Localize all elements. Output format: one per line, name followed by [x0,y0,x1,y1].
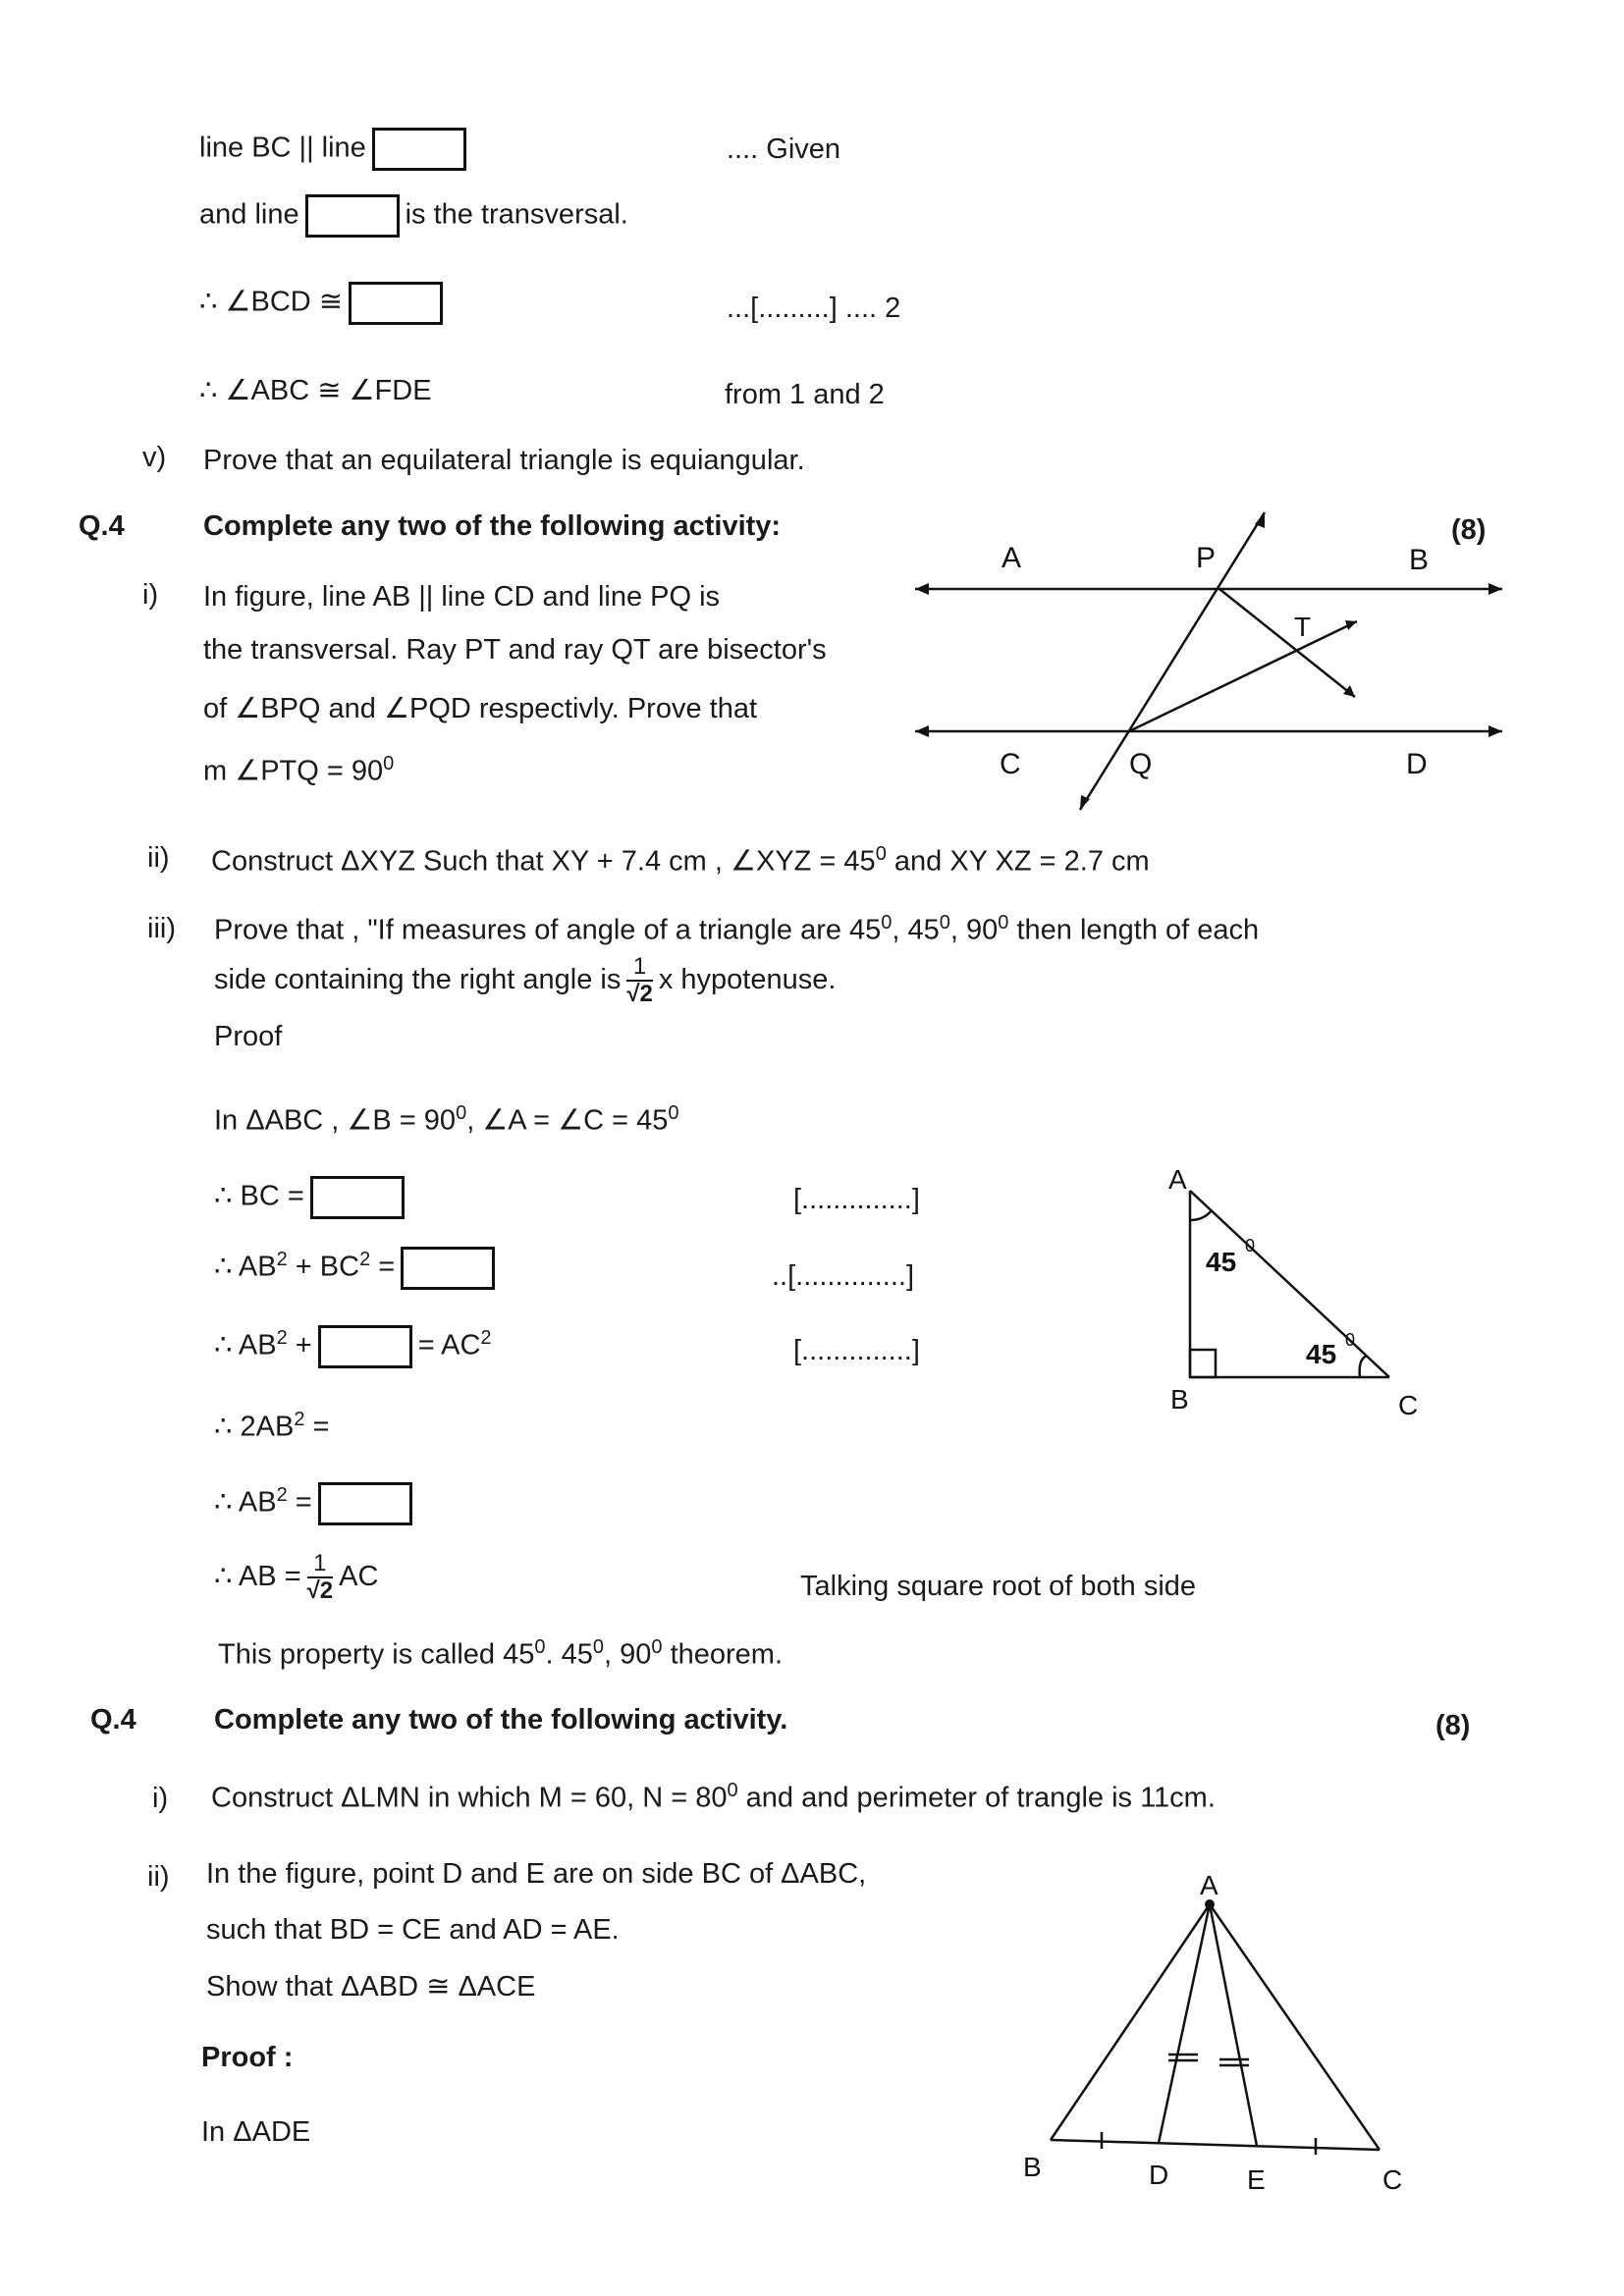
marks: (8) [1435,1710,1471,1741]
step-abc-fde: ∴ ∠ABC ≅ ∠FDE [199,375,432,406]
angle-label-c: 45 [1306,1339,1337,1369]
fig-label-p: P [1196,542,1217,574]
reason-blank: ...[.........] .... 2 [727,293,901,324]
side-ab [1051,1904,1210,2140]
proof-step: ∴ AB = $\frac{1}{√2}$ AC [214,1550,379,1605]
right-triangle-figure [1159,1163,1434,1428]
subquestion-number: iii) [147,913,176,944]
parallel-lines-figure [903,501,1512,825]
fig-label-t: T [1294,612,1312,642]
arrow-head [915,725,929,737]
side-bc [1051,2140,1380,2150]
reason-from-1-2: from 1 and 2 [725,379,885,410]
tri-label-c: C [1398,1390,1419,1420]
label-d: D [1149,2160,1169,2190]
reason-blank: [..............] [793,1184,920,1215]
fig-label-c: C [1000,748,1021,780]
fig-label-d: D [1406,748,1428,780]
answer-box[interactable] [349,282,443,325]
segment-ae [1210,1904,1257,2146]
label-b: B [1023,2152,1042,2182]
angle-arc-c [1360,1356,1367,1377]
subquestion-number: ii) [147,1861,170,1893]
question-number: v) [142,442,167,473]
question-line: such that BD = CE and AD = AE. [206,1914,620,1946]
question-line: side containing the right angle is $\frac{1}{√2}$ x hypotenuse. [214,953,837,1008]
reason-text: Talking square root of both side [800,1571,1197,1602]
side-ac [1210,1904,1380,2150]
proof-label: Proof [214,1021,283,1052]
arrow-head [1343,685,1355,697]
proof-step: ∴ $AB^2$ = [214,1482,418,1525]
arrow-head [1345,620,1357,630]
side-ac [1190,1191,1389,1377]
theorem-statement: This property is called $45^0$. $45^0$, $90^0$ theorem. [218,1636,784,1671]
angle-label-a: 45 [1206,1247,1237,1277]
fig-label-q: Q [1129,748,1153,780]
question-line: In the figure, point D and E are on side BC of ΔABC, [206,1858,867,1890]
question-text: Prove that an equilateral triangle is equiangular. [203,445,805,476]
fig-label-b: B [1409,544,1430,576]
question-heading: Complete any two of the following activity. [214,1704,788,1735]
proof-step: ∴ $2AB^2$ = [214,1409,330,1443]
proof-step: In ΔADE [201,2116,311,2148]
question-heading: Complete any two of the following activity: [203,510,782,542]
reason-given: .... Given [727,133,841,165]
angle-arc-a [1190,1210,1212,1220]
right-angle-mark [1190,1350,1216,1377]
answer-box[interactable] [372,128,466,171]
transversal-pq [1080,512,1265,810]
subquestion-number: i) [142,579,159,611]
degree-sup: 0 [1345,1330,1356,1350]
answer-box[interactable] [401,1247,495,1290]
subquestion-number: ii) [147,842,170,874]
step-bcd: ∴ ∠BCD ≅ [199,282,449,325]
proof-step: ∴ $AB^2$ + = $AC^2$ [214,1325,492,1368]
step-text: line BC || line [199,132,366,164]
subquestion-number: i) [152,1783,169,1814]
step-transversal: and line is the transversal. [199,194,628,238]
ray-pt [1219,589,1355,697]
fig-label-a: A [1001,542,1022,574]
proof-step: In ΔABC , ∠B = $90^0$, ∠A = ∠C = $45^0$ [214,1102,679,1137]
triangle-ade-figure [1011,1870,1424,2204]
question-line: of ∠BPQ and ∠PQD respectivly. Prove that [203,693,758,724]
question-line: Prove that , "If measures of angle of a triangle are $45^0$, $45^0$, $90^0$ then length of each [214,912,1260,946]
question-line: m ∠PTQ = $90^0$ [203,753,395,787]
question-number: Q.4 [90,1704,136,1735]
arrow-head [915,583,929,595]
label-e: E [1247,2164,1266,2195]
question-number: Q.4 [79,510,125,542]
answer-box[interactable] [318,1482,412,1525]
proof-label: Proof : [201,2042,294,2073]
tri-label-a: A [1168,1164,1187,1195]
question-line: Construct ΔXYZ Such that XY + 7.4 cm , ∠XYZ = $45^0$ and XY XZ = 2.7 cm [211,843,1150,878]
reason-blank: ..[..............] [772,1260,915,1292]
degree-sup: 0 [1245,1236,1256,1255]
answer-box[interactable] [305,194,400,238]
label-c: C [1382,2164,1403,2195]
point-a [1205,1899,1215,1909]
question-line: the transversal. Ray PT and ray QT are bisector's [203,634,827,666]
answer-box[interactable] [310,1176,405,1219]
proof-step: ∴ $AB^2 + BC^2$ = [214,1247,501,1290]
arrow-head [1489,583,1502,595]
question-line: Construct ΔLMN in which M = 60, $N = 80^0$ and and perimeter of trangle is 11cm. [211,1780,1216,1814]
step-parallel-lines [199,128,472,171]
marks: (8) [1451,514,1487,546]
fraction: $\frac{1}{√2}$ [306,1550,334,1605]
arrow-head [1489,725,1502,737]
question-line: Show that ΔABD ≅ ΔACE [206,1971,536,2002]
reason-blank: [..............] [793,1335,920,1366]
label-a: A [1200,1870,1218,1900]
proof-step: ∴ BC = [214,1176,410,1219]
fraction: $\frac{1}{√2}$ [626,953,653,1008]
question-line: In figure, line AB || line CD and line PQ is [203,581,721,613]
answer-box[interactable] [318,1325,412,1368]
tri-label-b: B [1170,1384,1189,1415]
